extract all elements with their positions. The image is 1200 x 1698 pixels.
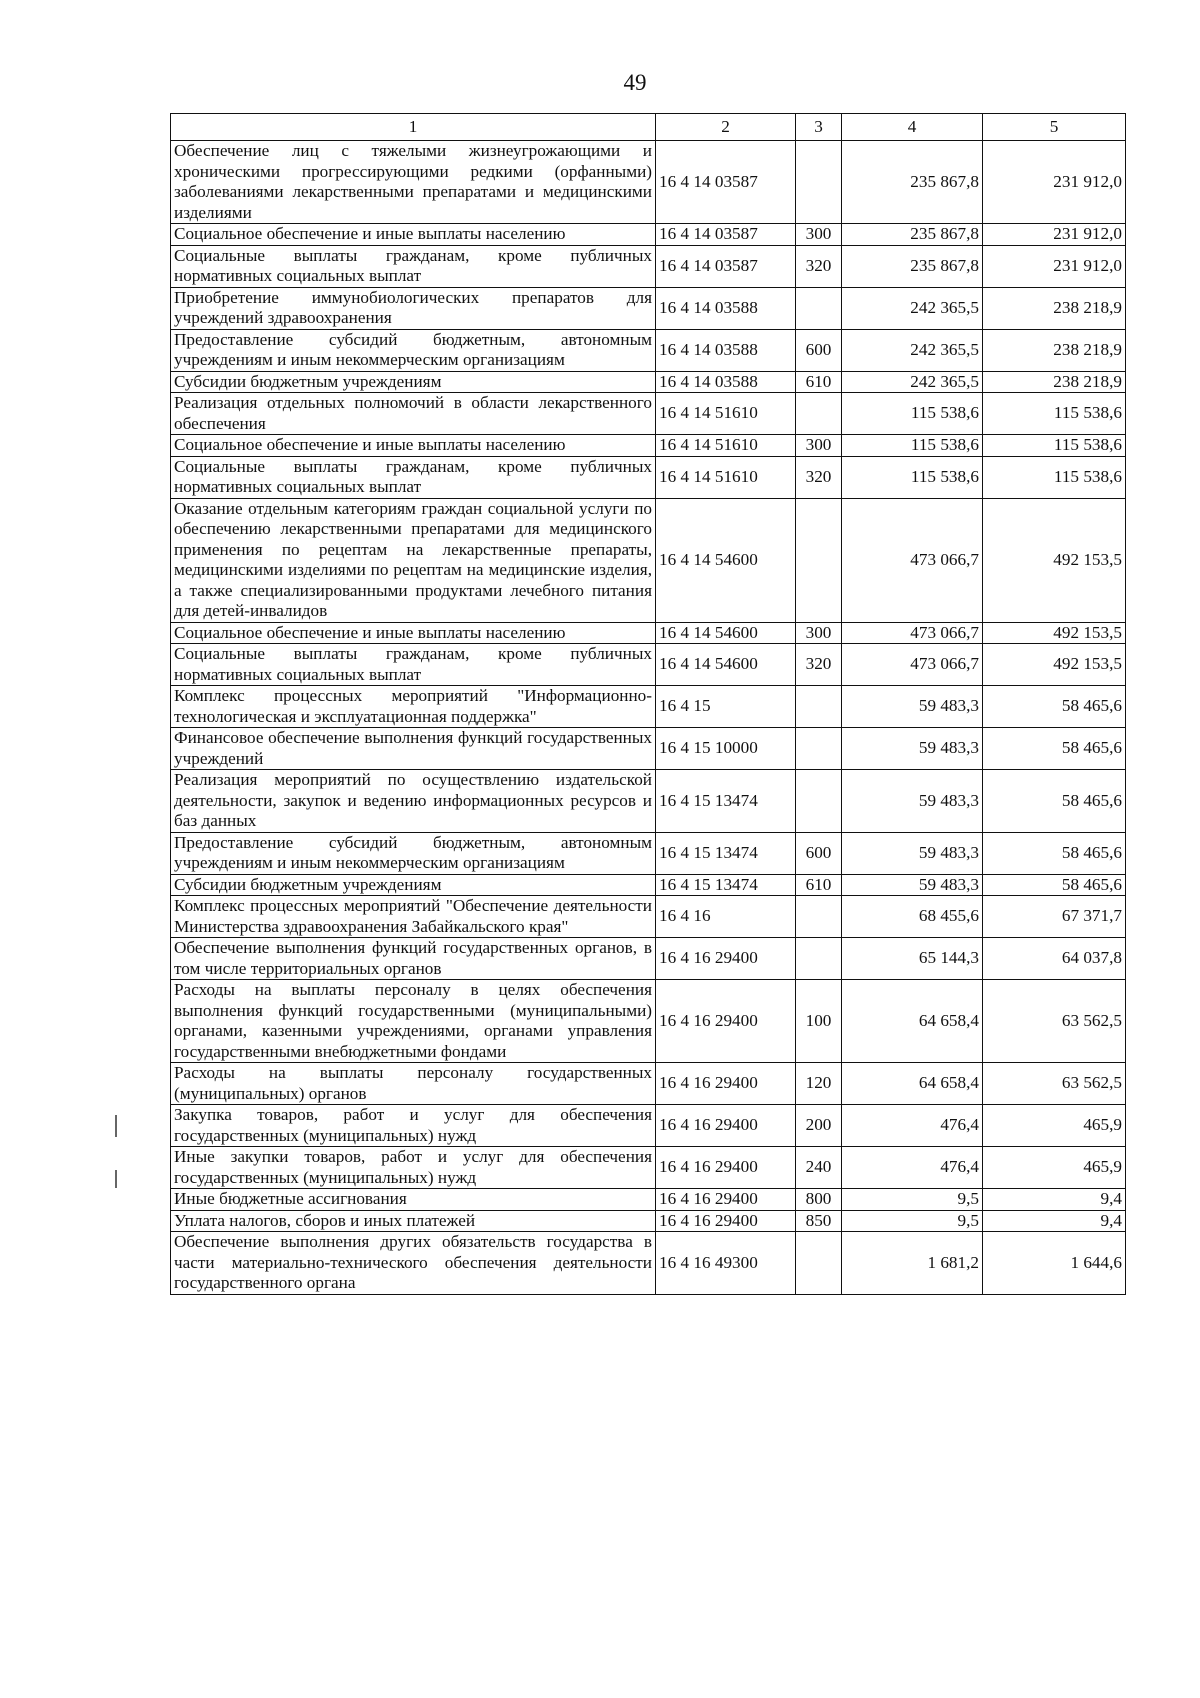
row-code-cell: 16 4 16 29400 xyxy=(656,1063,796,1105)
row-value-4-cell: 115 538,6 xyxy=(842,393,983,435)
row-value-4-cell: 473 066,7 xyxy=(842,644,983,686)
row-code-cell: 16 4 14 51610 xyxy=(656,435,796,457)
table-row xyxy=(171,371,1126,393)
row-name-cell: Уплата налогов, сборов и иных платежей xyxy=(171,1210,656,1232)
row-value-4-cell: 473 066,7 xyxy=(842,622,983,644)
row-value-4-cell: 59 483,3 xyxy=(842,770,983,833)
row-value-4-cell: 59 483,3 xyxy=(842,832,983,874)
row-value-5-cell: 9,4 xyxy=(983,1210,1126,1232)
row-value-4-cell: 65 144,3 xyxy=(842,938,983,980)
row-code-cell: 16 4 14 03588 xyxy=(656,329,796,371)
row-type-cell: 850 xyxy=(796,1210,842,1232)
header-col-5: 5 xyxy=(983,114,1126,141)
table-row xyxy=(171,728,1126,770)
table-row xyxy=(171,456,1126,498)
row-value-4-cell: 235 867,8 xyxy=(842,141,983,224)
row-code-cell: 16 4 16 29400 xyxy=(656,1189,796,1211)
table-row xyxy=(171,435,1126,457)
row-type-cell: 300 xyxy=(796,224,842,246)
row-name-cell: Оказание отдельным категориям граждан социальной услуги по обеспечению лекарственными препаратами для медицинского применения по рецептам на лекарственные препараты, медицинскими изделиями по рецептам на медицинские изделия, а также специализированными продуктами лечебного питания для детей-инвалидов xyxy=(171,498,656,622)
row-type-cell: 610 xyxy=(796,371,842,393)
row-value-4-cell: 68 455,6 xyxy=(842,896,983,938)
row-code-cell: 16 4 14 54600 xyxy=(656,644,796,686)
row-name-cell: Субсидии бюджетным учреждениям xyxy=(171,874,656,896)
row-value-5-cell: 67 371,7 xyxy=(983,896,1126,938)
row-value-4-cell: 64 658,4 xyxy=(842,1063,983,1105)
row-value-4-cell: 9,5 xyxy=(842,1189,983,1211)
table-row xyxy=(171,1232,1126,1295)
row-type-cell: 320 xyxy=(796,456,842,498)
row-type-cell: 200 xyxy=(796,1105,842,1147)
row-name-cell: Социальные выплаты гражданам, кроме публичных нормативных социальных выплат xyxy=(171,456,656,498)
row-code-cell: 16 4 15 xyxy=(656,686,796,728)
row-value-5-cell: 231 912,0 xyxy=(983,224,1126,246)
row-value-5-cell: 492 153,5 xyxy=(983,644,1126,686)
table-row xyxy=(171,393,1126,435)
row-name-cell: Социальные выплаты гражданам, кроме публичных нормативных социальных выплат xyxy=(171,644,656,686)
row-value-4-cell: 59 483,3 xyxy=(842,686,983,728)
row-code-cell: 16 4 16 xyxy=(656,896,796,938)
row-name-cell: Расходы на выплаты персоналу в целях обеспечения выполнения функций государственными (муниципальными) органами, казенными учреждениями, органами управления государственными внебюджетными фондами xyxy=(171,980,656,1063)
row-value-5-cell: 64 037,8 xyxy=(983,938,1126,980)
row-value-5-cell: 58 465,6 xyxy=(983,686,1126,728)
row-type-cell xyxy=(796,498,842,622)
row-value-4-cell: 235 867,8 xyxy=(842,224,983,246)
row-type-cell: 600 xyxy=(796,329,842,371)
row-type-cell xyxy=(796,770,842,833)
row-value-5-cell: 115 538,6 xyxy=(983,456,1126,498)
table-row xyxy=(171,980,1126,1063)
row-type-cell: 300 xyxy=(796,435,842,457)
row-value-5-cell: 115 538,6 xyxy=(983,435,1126,457)
row-type-cell: 320 xyxy=(796,644,842,686)
row-value-4-cell: 1 681,2 xyxy=(842,1232,983,1295)
row-code-cell: 16 4 15 13474 xyxy=(656,832,796,874)
row-value-5-cell: 115 538,6 xyxy=(983,393,1126,435)
row-code-cell: 16 4 14 03587 xyxy=(656,245,796,287)
row-value-5-cell: 63 562,5 xyxy=(983,1063,1126,1105)
table-row xyxy=(171,287,1126,329)
table-row xyxy=(171,622,1126,644)
row-name-cell: Реализация мероприятий по осуществлению издательской деятельности, закупок и ведению информационных ресурсов и баз данных xyxy=(171,770,656,833)
row-code-cell: 16 4 16 29400 xyxy=(656,1105,796,1147)
row-code-cell: 16 4 16 29400 xyxy=(656,1210,796,1232)
row-name-cell: Иные бюджетные ассигнования xyxy=(171,1189,656,1211)
row-type-cell: 300 xyxy=(796,622,842,644)
table-row xyxy=(171,1189,1126,1211)
row-type-cell xyxy=(796,686,842,728)
row-type-cell: 100 xyxy=(796,980,842,1063)
row-value-5-cell: 58 465,6 xyxy=(983,770,1126,833)
row-name-cell: Комплекс процессных мероприятий "Информационно-технологическая и эксплуатационная поддержка" xyxy=(171,686,656,728)
row-value-5-cell: 492 153,5 xyxy=(983,498,1126,622)
row-value-4-cell: 59 483,3 xyxy=(842,874,983,896)
row-name-cell: Закупка товаров, работ и услуг для обеспечения государственных (муниципальных) нужд xyxy=(171,1105,656,1147)
table-row xyxy=(171,224,1126,246)
row-value-5-cell: 238 218,9 xyxy=(983,329,1126,371)
row-name-cell: Обеспечение выполнения функций государственных органов, в том числе территориальных органов xyxy=(171,938,656,980)
row-code-cell: 16 4 16 29400 xyxy=(656,1147,796,1189)
row-name-cell: Обеспечение выполнения других обязательств государства в части материально-технического обеспечения деятельности государственного органа xyxy=(171,1232,656,1295)
row-value-5-cell: 9,4 xyxy=(983,1189,1126,1211)
table-row xyxy=(171,770,1126,833)
margin-mark xyxy=(115,1170,117,1188)
row-type-cell: 240 xyxy=(796,1147,842,1189)
row-name-cell: Комплекс процессных мероприятий "Обеспечение деятельности Министерства здравоохранения Забайкальского края" xyxy=(171,896,656,938)
row-name-cell: Социальные выплаты гражданам, кроме публичных нормативных социальных выплат xyxy=(171,245,656,287)
row-value-4-cell: 115 538,6 xyxy=(842,435,983,457)
row-type-cell: 320 xyxy=(796,245,842,287)
row-code-cell: 16 4 14 51610 xyxy=(656,393,796,435)
row-type-cell xyxy=(796,141,842,224)
row-name-cell: Субсидии бюджетным учреждениям xyxy=(171,371,656,393)
table-row xyxy=(171,141,1126,224)
row-value-4-cell: 59 483,3 xyxy=(842,728,983,770)
table-row xyxy=(171,874,1126,896)
table-row xyxy=(171,896,1126,938)
table-row xyxy=(171,245,1126,287)
row-value-4-cell: 242 365,5 xyxy=(842,287,983,329)
row-value-4-cell: 64 658,4 xyxy=(842,980,983,1063)
row-type-cell xyxy=(796,728,842,770)
row-name-cell: Социальное обеспечение и иные выплаты населению xyxy=(171,435,656,457)
table-header-row xyxy=(171,114,1126,141)
table-row xyxy=(171,1210,1126,1232)
row-type-cell: 600 xyxy=(796,832,842,874)
table-row xyxy=(171,644,1126,686)
row-name-cell: Социальное обеспечение и иные выплаты населению xyxy=(171,224,656,246)
row-code-cell: 16 4 15 13474 xyxy=(656,874,796,896)
row-code-cell: 16 4 16 29400 xyxy=(656,938,796,980)
header-col-4: 4 xyxy=(842,114,983,141)
table-row xyxy=(171,329,1126,371)
row-value-5-cell: 465,9 xyxy=(983,1147,1126,1189)
row-value-4-cell: 242 365,5 xyxy=(842,371,983,393)
row-name-cell: Предоставление субсидий бюджетным, автономным учреждениям и иным некоммерческим организациям xyxy=(171,832,656,874)
row-code-cell: 16 4 15 13474 xyxy=(656,770,796,833)
row-type-cell xyxy=(796,938,842,980)
row-value-5-cell: 231 912,0 xyxy=(983,245,1126,287)
header-col-1: 1 xyxy=(171,114,656,141)
row-name-cell: Приобретение иммунобиологических препаратов для учреждений здравоохранения xyxy=(171,287,656,329)
table-row xyxy=(171,686,1126,728)
row-name-cell: Социальное обеспечение и иные выплаты населению xyxy=(171,622,656,644)
row-value-5-cell: 231 912,0 xyxy=(983,141,1126,224)
row-name-cell: Реализация отдельных полномочий в области лекарственного обеспечения xyxy=(171,393,656,435)
row-value-5-cell: 58 465,6 xyxy=(983,728,1126,770)
row-name-cell: Предоставление субсидий бюджетным, автономным учреждениям и иным некоммерческим организациям xyxy=(171,329,656,371)
row-value-5-cell: 465,9 xyxy=(983,1105,1126,1147)
row-value-5-cell: 58 465,6 xyxy=(983,874,1126,896)
row-value-4-cell: 115 538,6 xyxy=(842,456,983,498)
row-type-cell: 610 xyxy=(796,874,842,896)
margin-mark xyxy=(115,1115,117,1137)
row-code-cell: 16 4 14 03588 xyxy=(656,287,796,329)
table-row xyxy=(171,1063,1126,1105)
row-type-cell xyxy=(796,1232,842,1295)
row-value-5-cell: 238 218,9 xyxy=(983,287,1126,329)
header-col-2: 2 xyxy=(656,114,796,141)
row-value-5-cell: 63 562,5 xyxy=(983,980,1126,1063)
row-code-cell: 16 4 15 10000 xyxy=(656,728,796,770)
row-code-cell: 16 4 14 03587 xyxy=(656,224,796,246)
row-name-cell: Финансовое обеспечение выполнения функций государственных учреждений xyxy=(171,728,656,770)
row-value-4-cell: 242 365,5 xyxy=(842,329,983,371)
table-row xyxy=(171,498,1126,622)
table-row xyxy=(171,832,1126,874)
row-code-cell: 16 4 14 03587 xyxy=(656,141,796,224)
row-type-cell xyxy=(796,287,842,329)
row-type-cell xyxy=(796,896,842,938)
row-value-4-cell: 235 867,8 xyxy=(842,245,983,287)
row-code-cell: 16 4 14 54600 xyxy=(656,622,796,644)
row-type-cell: 120 xyxy=(796,1063,842,1105)
row-code-cell: 16 4 16 29400 xyxy=(656,980,796,1063)
table-row xyxy=(171,1105,1126,1147)
row-value-5-cell: 492 153,5 xyxy=(983,622,1126,644)
row-value-4-cell: 476,4 xyxy=(842,1147,983,1189)
row-value-4-cell: 9,5 xyxy=(842,1210,983,1232)
table-row xyxy=(171,1147,1126,1189)
row-value-5-cell: 238 218,9 xyxy=(983,371,1126,393)
row-code-cell: 16 4 14 51610 xyxy=(656,456,796,498)
budget-table xyxy=(170,113,1126,1295)
header-col-3: 3 xyxy=(796,114,842,141)
row-code-cell: 16 4 14 54600 xyxy=(656,498,796,622)
row-code-cell: 16 4 16 49300 xyxy=(656,1232,796,1295)
row-name-cell: Иные закупки товаров, работ и услуг для обеспечения государственных (муниципальных) нужд xyxy=(171,1147,656,1189)
row-name-cell: Расходы на выплаты персоналу государственных (муниципальных) органов xyxy=(171,1063,656,1105)
row-name-cell: Обеспечение лиц с тяжелыми жизнеугрожающими и хроническими прогрессирующими редкими (орфанными) заболеваниями лекарственными препаратами и медицинскими изделиями xyxy=(171,141,656,224)
row-value-4-cell: 476,4 xyxy=(842,1105,983,1147)
row-value-5-cell: 1 644,6 xyxy=(983,1232,1126,1295)
table-row xyxy=(171,938,1126,980)
page-number: 49 xyxy=(623,70,647,95)
row-value-5-cell: 58 465,6 xyxy=(983,832,1126,874)
row-value-4-cell: 473 066,7 xyxy=(842,498,983,622)
row-code-cell: 16 4 14 03588 xyxy=(656,371,796,393)
row-type-cell: 800 xyxy=(796,1189,842,1211)
row-type-cell xyxy=(796,393,842,435)
